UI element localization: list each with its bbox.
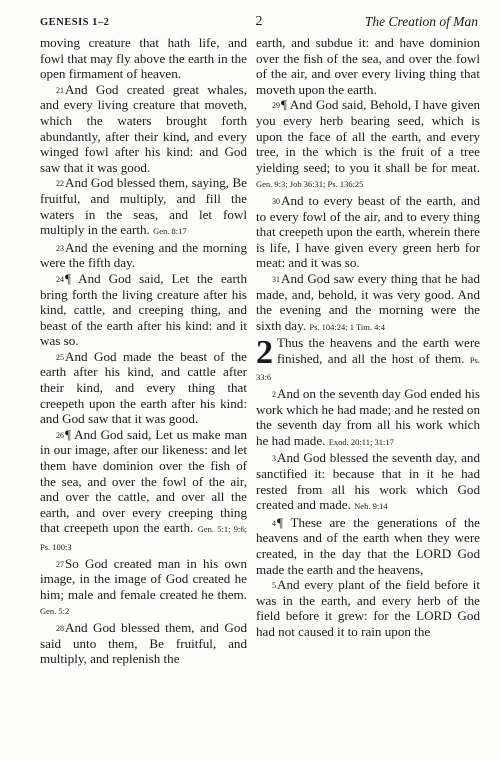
verse	[40, 35, 247, 82]
verse	[40, 427, 247, 556]
verse-text: And God blessed the seventh day, and sanctified it: because that in it he had rested from all his work which God created and made.	[256, 450, 480, 513]
verse-number: 25	[56, 352, 64, 362]
verse	[256, 335, 480, 386]
chapter-number: 2	[256, 334, 273, 372]
verse	[256, 386, 480, 450]
verse-number: 30	[272, 196, 280, 206]
verse-number: 29	[272, 101, 280, 111]
cross-reference: Ps. 33:6	[256, 354, 480, 383]
cross-reference: Exod. 20:11; 31:17	[328, 436, 394, 447]
verse	[256, 35, 480, 97]
verse-text: And God saw every thing that he had made, and, behold, it was very good. And the evening and the morning were the sixth day.	[256, 270, 480, 333]
book-chapter-reference: GENESIS 1–2	[40, 17, 110, 28]
verse-number: 21	[56, 85, 64, 95]
verse-text: And God blessed them, saying, Be fruitful, and multiply, and fill the waters in the seas, and let fowl multiply in the earth.	[40, 175, 247, 238]
verse-number: 22	[56, 179, 64, 189]
cross-reference: Gen. 8:17	[153, 226, 187, 237]
verse-number: 2	[272, 390, 276, 400]
verse-text: And the evening and the morning were the fifth day.	[40, 239, 247, 271]
cross-reference: Neh. 9:14	[354, 501, 388, 512]
verse-text: ¶ These are the generations of the heavens and of the earth when they were created, in the day that the LORD God made the earth and the heavens,	[256, 514, 480, 577]
verse-text: And to every beast of the earth, and to every fowl of the air, and to every thing that creepeth upon the earth, wherein there is life, I have given every green herb for meat: and it was so.	[256, 192, 480, 271]
running-header	[40, 14, 478, 34]
verse	[40, 82, 247, 176]
page-number: 2	[255, 14, 263, 29]
section-title: The Creation of Man	[364, 14, 478, 29]
verse	[256, 97, 480, 193]
verse-text: And God made the beast of the earth after his kind, and cattle after their kind, and every thing that creepeth upon the earth after his kind: and God saw that it was good.	[40, 348, 247, 427]
verse	[40, 240, 247, 271]
verse-text: And every plant of the field before it was in the earth, and every herb of the field before it grew: for the LORD God had not caused it to rain upon the	[256, 577, 480, 639]
verse-number: 23	[56, 243, 64, 253]
verse-number: 26	[56, 430, 64, 440]
verse-text: Thus the heavens and the earth were finished, and all the host of them.	[277, 335, 480, 366]
verse-text: And God created great whales, and every living creature that moveth, which the waters brought forth abundantly, after their kind, and every winged fowl after his kind: and God saw that it was good.	[40, 81, 247, 175]
cross-reference: Gen. 9:3; Job 36:31; Ps. 136:25	[256, 179, 364, 190]
verse-text: earth, and subdue it: and have dominion over the fish of the sea, and over the fowl of the air, and over every living thing that moveth upon the earth.	[256, 35, 480, 97]
verse-text: So God created man in his own image, in the image of God created he him; male and female created he them.	[40, 555, 247, 602]
verse	[40, 271, 247, 349]
verse	[256, 515, 480, 577]
verse-text: ¶ And God said, Let the earth bring forth the living creature after his kind, cattle, and creeping thing, and beast of the earth after his kind: and it was so.	[40, 270, 247, 349]
verse	[40, 175, 247, 239]
verse	[256, 450, 480, 514]
verse-text: And on the seventh day God ended his work which he had made; and he rested on the seventh day from all his work which he had made.	[256, 386, 480, 448]
verse	[40, 349, 247, 427]
verse	[256, 271, 480, 335]
verse-text: moving creature that hath life, and fowl that may fly above the earth in the open firmament of heaven.	[40, 35, 247, 82]
verse	[40, 620, 247, 667]
verse-text: And God blessed them, and God said unto them, Be fruitful, and multiply, and replenish the	[40, 619, 247, 667]
verse-number: 31	[272, 274, 280, 284]
verse-number: 28	[56, 623, 64, 633]
left-column	[40, 35, 247, 667]
right-column	[256, 35, 480, 640]
verse-text: ¶ And God said, Let us make man in our image, after our likeness: and let them have dominion over the fish of the sea, and over the fowl of the air, and over the cattle, and over all the earth, and over every creeping thing that creepeth upon the earth.	[40, 426, 247, 536]
cross-reference: Ps. 104:24; 1 Tim. 4:4	[309, 321, 385, 332]
verse-number: 27	[56, 559, 64, 569]
verse-number: 24	[56, 274, 64, 284]
verse-number: 5	[272, 581, 276, 591]
verse-number: 4	[272, 518, 276, 528]
verse	[40, 556, 247, 620]
verse	[256, 577, 480, 639]
cross-reference: Gen. 5:2	[40, 606, 70, 617]
verse-text: ¶ And God said, Behold, I have given you every herb bearing seed, which is upon the face of all the earth, and every tree, in the which is the fruit of a tree yielding seed; to you it shall be for meat.	[256, 97, 480, 175]
cross-reference: Gen. 5:1; 9:6; Ps. 100:3	[40, 524, 247, 552]
verse	[256, 193, 480, 271]
verse-number: 3	[272, 454, 276, 464]
